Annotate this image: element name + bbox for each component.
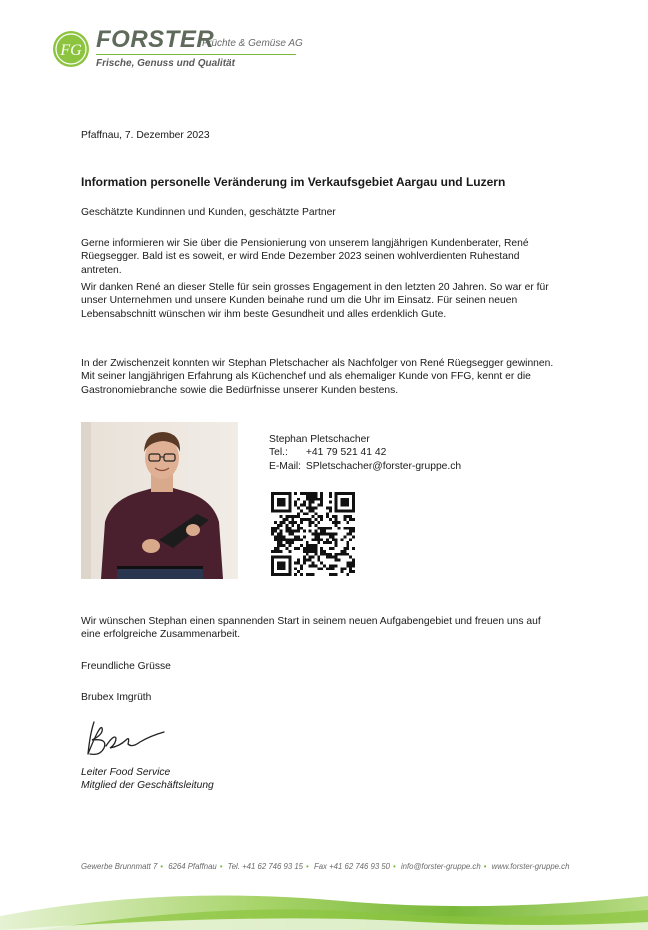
paragraph-retirement: Gerne informieren wir Sie über die Pensionierung von unserem langjährigen Kundenberater, René Rüegsegger. Bald ist es soweit, er wird Ende Dezember 2023 seinen wohlverdienten Ruhestand antreten. [81,238,529,276]
letter-salutation: Geschätzte Kundinnen und Kunden, geschätzte Partner [81,207,336,218]
role-title: Leiter Food Service [81,767,171,778]
sender-name: Brubex Imgrüth [81,692,152,703]
greeting: Freundliche Grüsse [81,661,171,672]
email-value[interactable]: SPletschacher@forster-gruppe.ch [305,460,462,472]
contact-phone-row [269,446,461,459]
role-management: Mitglied der Geschäftsleitung [81,780,214,792]
contact-name: Stephan Pletschacher [269,434,370,445]
portrait-photo [81,422,238,579]
brand-subtitle: Früchte & Gemüse AG [202,38,303,49]
qr-code-icon[interactable] [271,492,355,576]
footer-address-line: Gewerbe Brunnmatt 7 • 6264 Pfaffnau • Tel. +41 62 746 93 15 • Fax +41 62 746 93 50 • info@forster-gruppe.ch • www.forster-gruppe.ch [81,862,570,871]
phone-value[interactable]: +41 79 521 41 42 [305,447,387,459]
footer-street: Gewerbe Brunnmatt 7 [81,862,158,871]
footer-email[interactable]: info@forster-gruppe.ch [400,862,481,871]
footer-city: 6264 Pfaffnau [168,862,217,871]
footer-fax: Fax +41 62 746 93 50 [313,862,391,871]
brand-divider [96,54,296,55]
paragraph-thanks: Wir danken René an dieser Stelle für sein grosses Engagement in den letzten 20 Jahren. So war er für unser Unternehmen und unsere Kunden beinahe rund um die Uhr im Einsatz. Für seinen neuen Lebensabschnitt wünschen wir ihm beste Gesundheit und alles erdenklich Gute. [81,282,549,320]
sender-role [81,766,214,793]
letter-date: Pfaffnau, 7. Dezember 2023 [81,130,210,141]
brand-name: FORSTER [96,26,215,53]
email-label: E-Mail: [269,460,302,472]
green-swoosh-decoration [0,876,648,930]
signature-icon [80,714,166,762]
brand-tagline: Frische, Genuss und Qualität [96,58,235,69]
closing-paragraph: Wir wünschen Stephan einen spannenden Start in seinem neuen Aufgabengebiet und freuen uns auf eine erfolgreiche Zusammenarbeit. [81,616,541,641]
letter-subject: Information personelle Veränderung im Verkaufsgebiet Aargau und Luzern [81,175,506,189]
paragraph-successor: In der Zwischenzeit konnten wir Stephan Pletschacher als Nachfolger von René Rüegsegger gewinnen. Mit seiner langjährigen Erfahrung als Küchenchef und als ehemaliger Kunde von FFG, kennt er die Gastronomiebranche sowie die Bedürfnisse unserer Kunden bestens. [81,358,554,396]
footer-website[interactable]: www.forster-gruppe.ch [491,862,570,871]
footer-phone: Tel. +41 62 746 93 15 [227,862,304,871]
logo-monogram: FG [60,42,82,59]
contact-email-row [269,460,461,473]
contact-block [269,433,461,473]
phone-label: Tel.: [269,447,288,459]
company-logo-icon [52,30,90,68]
